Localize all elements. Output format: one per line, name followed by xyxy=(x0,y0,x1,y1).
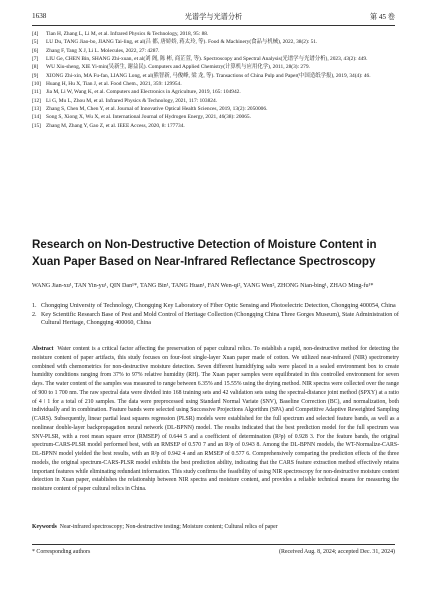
affiliation-text: Chongqing University of Technology, Chongqing Key Laboratory of Fiber Optic Sensing and Photoelectric Detection, Chongqing 400054, China xyxy=(41,303,396,309)
author-list: WANG Jian-xu¹, TAN Yin-yu¹, QIN Dan¹*, TANG Bin¹, TANG Huan¹, FAN Wen-qi², YANG Wen², ZHONG Nian-bing¹, ZHAO Ming-fu¹* xyxy=(32,283,374,289)
reference-item xyxy=(32,88,397,96)
reference-text: Zhang S, Chen M, Chen Y, et al. Journal of Innovative Optical Health Sciences, 2019, 13(2): 2050006. xyxy=(46,106,268,113)
reference-item xyxy=(32,30,397,38)
journal-name: 光谱学与光谱分析 xyxy=(184,13,243,21)
reference-text: LU Du, TANG Jiao-bo, JIANG Tai-ling, et al(吕 都, 唐娇娇, 蒋太玲, 等). Food & Machinery(食品与机械), 2022, 38(2): 51. xyxy=(46,39,318,46)
affiliation-item xyxy=(32,311,399,328)
reference-number: [5] xyxy=(32,39,39,46)
reference-number: [12] xyxy=(32,97,41,104)
reference-number: [9] xyxy=(32,72,39,79)
reference-item xyxy=(32,38,397,46)
reference-text: Zhang F, Tang X J, Li L. Molecules, 2022, 27: 4287. xyxy=(46,47,160,54)
reference-text: Jia M, Li W, Wang K, et al. Computers and Electronics in Agriculture, 2019, 165: 104942. xyxy=(46,89,241,96)
running-header xyxy=(32,12,395,24)
affiliation-text: Key Scientific Research Base of Pest and Mold Control of Heritage Collection (Chongqing China Three Gorges Museum), State Administration of Cultural Heritage, Chongqing 400060, China xyxy=(41,311,399,326)
received-dates: (Received Aug. 8, 2024; accepted Dec. 31, 2024) xyxy=(279,549,395,555)
abstract-label: Abstract xyxy=(32,346,54,352)
reference-item xyxy=(32,113,397,121)
reference-item xyxy=(32,105,397,113)
reference-number: [15] xyxy=(32,122,41,129)
reference-number: [7] xyxy=(32,56,39,63)
reference-item xyxy=(32,97,397,105)
affiliation-item xyxy=(32,302,399,311)
reference-text: LIU Ge, CHEN Bin, SHANG Zhi-xuan, et al(刘 阁, 陈 彬, 商芷萱, 等). Spectroscopy and Spectral Analysis(光谱学与光谱分析), 2023, 43(2): 449. xyxy=(46,56,368,63)
header-rule xyxy=(32,25,395,26)
reference-number: [13] xyxy=(32,106,41,113)
reference-item xyxy=(32,72,397,80)
reference-item xyxy=(32,55,397,63)
reference-text: XIONG Zhi-xin, MA Fu-fan, LIANG Long, et al(熊智新, 马俊峰, 梁 龙, 等). Transactions of China Pulp and Paper(中国造纸学报), 2019, 34(4): 46. xyxy=(46,72,371,79)
reference-number: [14] xyxy=(32,114,41,121)
affiliation-number: 2. xyxy=(32,311,37,318)
reference-item xyxy=(32,122,397,130)
reference-text: Tian H, Zhang L, Li M, et al. Infrared Physics & Technology, 2018, 95: 88. xyxy=(46,31,209,37)
abstract xyxy=(32,345,399,494)
affiliation-number: 1. xyxy=(32,303,37,309)
affiliation-list xyxy=(32,302,399,328)
reference-list xyxy=(32,30,397,130)
reference-number: [4] xyxy=(32,31,39,37)
keywords xyxy=(32,523,399,532)
reference-number: [10] xyxy=(32,81,41,88)
reference-text: Zhang M, Zhang Y, Gao Z, et al. IEEE Access, 2020, 8: 177734. xyxy=(46,122,185,129)
reference-text: Li G, Mu L, Zhou M, et al. Infrared Physics & Technology, 2021, 117: 103824. xyxy=(46,97,218,104)
reference-number: [6] xyxy=(32,47,39,54)
volume-label: 第 45 卷 xyxy=(369,13,395,21)
keywords-label: Keywords xyxy=(32,524,57,530)
footnote-rule xyxy=(32,544,395,545)
reference-text: WU Xiu-sheng, XIE Yi-min(吴新生, 谢益民). Computers and Applied Chemistry(计算机与应用化学), 2011, 28(3): 279. xyxy=(46,64,310,71)
reference-item xyxy=(32,80,397,88)
reference-item xyxy=(32,63,397,71)
page-number: 1638 xyxy=(32,12,47,20)
reference-number: [8] xyxy=(32,64,39,71)
abstract-text: Water content is a critical factor affecting the preservation of paper cultural relics. To establish a rapid, non-destructive method for detecting the moisture content of paper artifacts, this study focuses on four-foot single-layer Xuan paper made of cotton. We utilized near-infrared (NIR) spectrometry combined with chemometrics for non-destructive moisture detection. Seven different humidifying salts were placed in a sealed environment box to create humidity conditions ranging from 37% to 97% relative humidity (RH). The Xuan paper samples were equilibrated in this controlled environment for seven days. The water content of the samples was measured to range between 6.35% and 15.55% using the drying method. NIR spectra were collected over the range of 900 to 1 700 nm. The raw spectral data were divided into 168 training sets and 42 validation sets using the spectral-distance joint method (SPXY) at a ratio of 4 ∶ 1 for a total of 210 samples. The data were preprocessed using Standard Normal Variate (SNV), Baseline Correction (BC), and normalization, both individually and in combination. Feature bands were selected using Successive Projections Algorithm (SPA) and Competitive Adaptive Reweighted Sampling (CARS). Subsequently, linear partial least squares regression (PLSR) models were established for the full spectrum and selected feature bands, as well as a nonlinear double-layer backpropagation neural network (DL-BPNN) model. The results indicated that the best prediction model for the full spectrum was SNV-PLSR, with a root mean square error (RMSEP) of 0.644 5 and a coefficient of determination (R²p) of 0.928 3. For the feature bands, the original spectrum-CARS-PLSR model performed best, with an RMSEP of 0.570 7 and an R²p of 0.943 8. Among the DL-BPNN models, the WT-Normalize-CARS-DL-BPNN model yielded the best results, with an R²p of 0.942 4 and an RMSEP of 0.577 6. Comprehensively comparing the prediction effects of the three models, the original spectrum-CARS-PLSR model exhibits the best prediction ability, indicating that the CARS feature extraction method effectively retains important features while eliminating redundant information. This study confirms the feasibility of using NIR spectroscopy for non-destructive moisture content detection in Xuan paper, establishes the relationship between NIR spectra and moisture content, and provides a reliable technical means for measuring the moisture content of paper cultural relics in China. xyxy=(32,346,399,492)
reference-number: [11] xyxy=(32,89,41,96)
corresponding-author-note: * Corresponding authors xyxy=(32,549,91,555)
keywords-text: Near-infrared spectroscopy; Non-destructive testing; Moisture content; Cultural relics of paper xyxy=(59,524,278,530)
reference-item xyxy=(32,47,397,55)
reference-text: Song S, Xiong X, Wu X, et al. International Journal of Hydrogen Energy, 2021, 46(38): 20065. xyxy=(46,114,251,121)
paper-title: Research on Non-Destructive Detection of Moisture Content in Xuan Paper Based on Near-Infrared Reflectance Spectroscopy xyxy=(32,238,377,268)
reference-text: Huang H, Hu X, Tian J, et al. Food Chem., 2021, 359: 129954. xyxy=(46,81,182,88)
